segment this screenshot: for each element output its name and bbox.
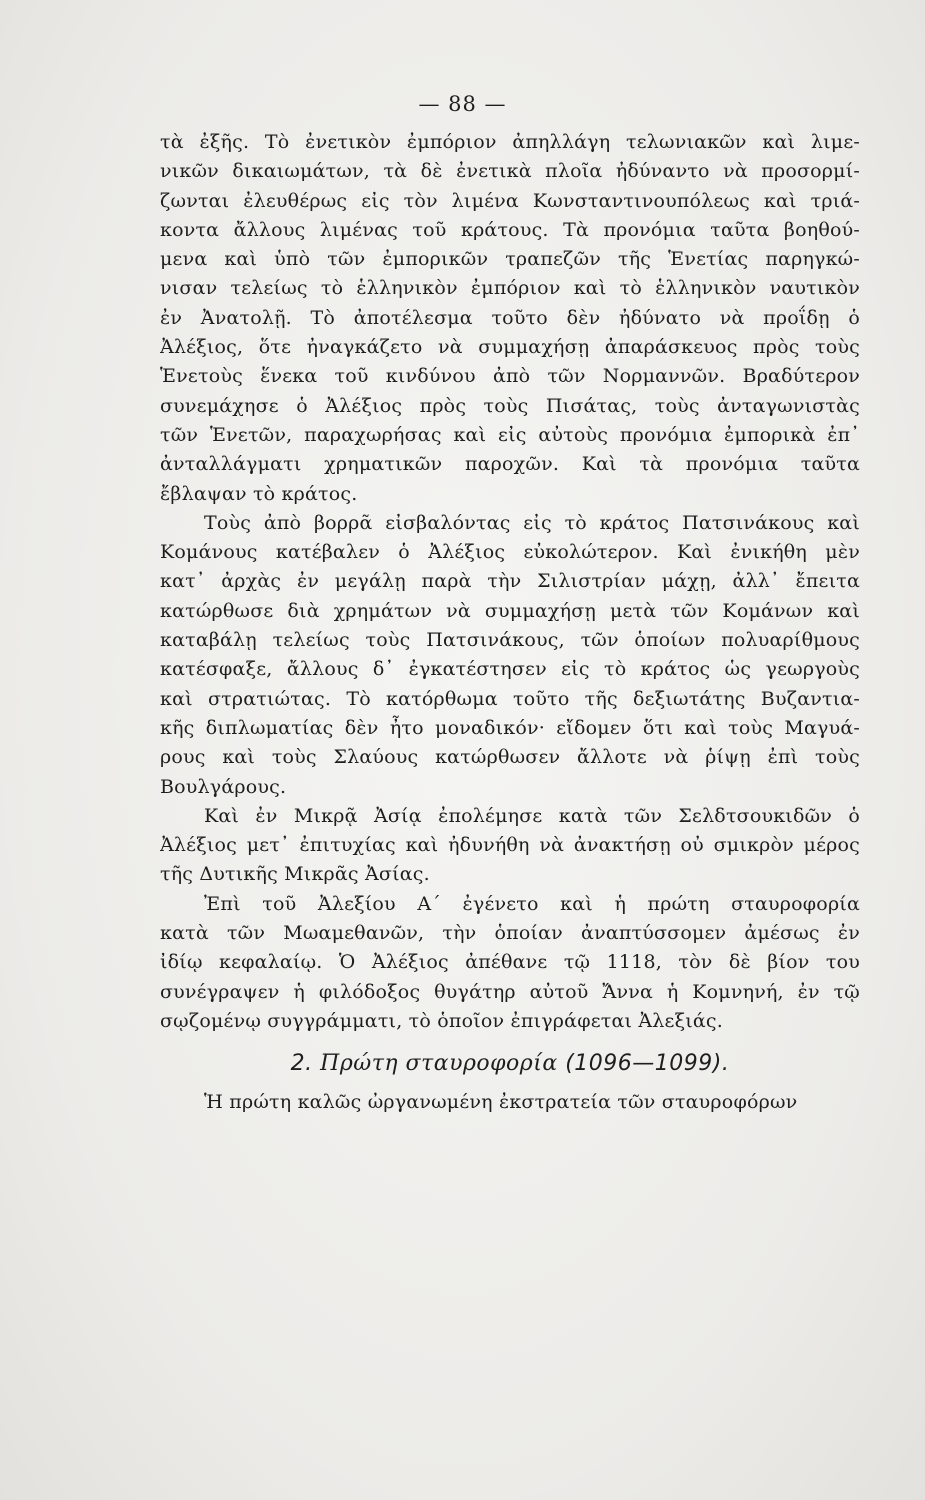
paragraph	[160, 509, 860, 802]
paragraph	[160, 128, 860, 509]
section-number: 2.	[290, 1051, 313, 1077]
text-line: Ἑνετοὺς ἕνεκα τοῦ κινδύνου ἀπὸ τῶν Νορμαννῶν. Βραδύτερον	[160, 365, 860, 388]
text-line: καταβάλῃ τελείως τοὺς Πατσινάκους, τῶν ὁποίων πολυαρίθμους	[160, 629, 860, 652]
text-line: Βουλγάρους.	[160, 775, 287, 798]
paragraphs-container	[160, 128, 860, 1036]
text-line: νισαν τελείως τὸ ἑλληνικὸν ἐμπόριον καὶ τὸ ἑλληνικὸν ναυτικὸν	[160, 277, 860, 300]
text-line: Ἐπὶ τοῦ Ἀλεξίου Α΄ ἐγένετο καὶ ἡ πρώτη σταυροφορία	[204, 892, 860, 915]
text-line: ἔβλαψαν τὸ κράτος.	[160, 482, 358, 505]
paragraph	[160, 802, 860, 890]
text-line: ρους καὶ τοὺς Σλαύους κατώρθωσεν ἄλλοτε νὰ ῥίψῃ ἐπὶ τοὺς	[160, 746, 860, 769]
text-line: μενα καὶ ὑπὸ τῶν ἐμπορικῶν τραπεζῶν τῆς Ἑνετίας παρηγκώ-	[160, 248, 860, 271]
text-line: Κομάνους κατέβαλεν ὁ Ἀλέξιος εὐκολώτερον. Καὶ ἐνικήθη μὲν	[160, 541, 860, 564]
body-text	[160, 128, 860, 1118]
text-line: ἐν Ἀνατολῇ. Τὸ ἀποτέλεσμα τοῦτο δὲν ἠδύνατο νὰ προΐδῃ ὁ	[160, 306, 860, 329]
text-line: συνεμάχησε ὁ Ἀλέξιος πρὸς τοὺς Πισάτας, τοὺς ἀνταγωνιστὰς	[160, 394, 860, 417]
text-line: τῶν Ἑνετῶν, παραχωρήσας καὶ εἰς αὐτοὺς προνόμια ἐμπορικὰ ἐπ᾽	[160, 423, 860, 446]
text-line: ἰδίῳ κεφαλαίῳ. Ὁ Ἀλέξιος ἀπέθανε τῷ 1118, τὸν δὲ βίον του	[160, 951, 860, 974]
text-line: Ἀλέξιος μετ᾽ ἐπιτυχίας καὶ ἠδυνήθη νὰ ἀνακτήσῃ οὐ σμικρὸν μέρος	[160, 834, 860, 857]
text-line: νικῶν δικαιωμάτων, τὰ δὲ ἐνετικὰ πλοῖα ἠδύναντο νὰ προσορμί-	[160, 160, 860, 183]
page-number: — 88 —	[418, 92, 507, 116]
section-heading	[160, 1040, 860, 1088]
text-line: Ἀλέξιος, ὅτε ἠναγκάζετο νὰ συμμαχήσῃ ἀπαράσκευος πρὸς τοὺς	[160, 336, 860, 359]
text-line: συνέγραψεν ἡ φιλόδοξος θυγάτηρ αὐτοῦ Ἄννα ἡ Κομνηνή, ἐν τῷ	[160, 980, 860, 1003]
section-dates: (1096—1099).	[565, 1051, 730, 1077]
text-line: κοντα ἄλλους λιμένας τοῦ κράτους. Τὰ προνόμια ταῦτα βοηθού-	[160, 218, 860, 241]
text-line: κατὰ τῶν Μωαμεθανῶν, τὴν ὁποίαν ἀναπτύσσομεν ἀμέσως ἐν	[160, 922, 860, 945]
text-line: κατ᾽ ἀρχὰς ἐν μεγάλῃ παρὰ τὴν Σιλιστρίαν μάχῃ, ἀλλ᾽ ἔπειτα	[160, 570, 860, 593]
text-line: ζωνται ἐλευθέρως εἰς τὸν λιμένα Κωνσταντινουπόλεως καὶ τριά-	[160, 189, 860, 212]
text-line: σῳζομένῳ συγγράμματι, τὸ ὁποῖον ἐπιγράφεται Ἀλεξιάς.	[160, 1009, 724, 1032]
text-line: ἀνταλλάγματι χρηματικῶν παροχῶν. Καὶ τὰ προνόμια ταῦτα	[160, 453, 860, 476]
text-line: Καὶ ἐν Μικρᾷ Ἀσίᾳ ἐπολέμησε κατὰ τῶν Σελδτσουκιδῶν ὁ	[204, 804, 860, 827]
text-line: κατέσφαξε, ἄλλους δ᾽ ἐγκατέστησεν εἰς τὸ κράτος ὡς γεωργοὺς	[160, 658, 860, 681]
text-line: καὶ στρατιώτας. Τὸ κατόρθωμα τοῦτο τῆς δεξιωτάτης Βυζαντια-	[160, 687, 860, 710]
text-line: τῆς Δυτικῆς Μικρᾶς Ἀσίας.	[160, 863, 430, 886]
section-title: Πρώτη σταυροφορία	[320, 1051, 558, 1077]
paragraph	[160, 890, 860, 1036]
text-line: Τοὺς ἀπὸ βορρᾶ εἰσβαλόντας εἰς τὸ κράτος Πατσινάκους καὶ	[204, 511, 860, 534]
trailing-line: Ἡ πρώτη καλῶς ὠργανωμένη ἐκστρατεία τῶν σταυροφόρων	[204, 1091, 798, 1114]
text-line: τὰ ἐξῆς. Τὸ ἐνετικὸν ἐμπόριον ἀπηλλάγη τελωνιακῶν καὶ λιμε-	[160, 131, 860, 153]
text-line: κατώρθωσε διὰ χρημάτων νὰ συμμαχήσῃ μετὰ τῶν Κομάνων καὶ	[160, 599, 860, 622]
text-line: κῆς διπλωματίας δὲν ἦτο μοναδικόν· εἴδομεν ὅτι καὶ τοὺς Μαγυά-	[160, 716, 860, 739]
